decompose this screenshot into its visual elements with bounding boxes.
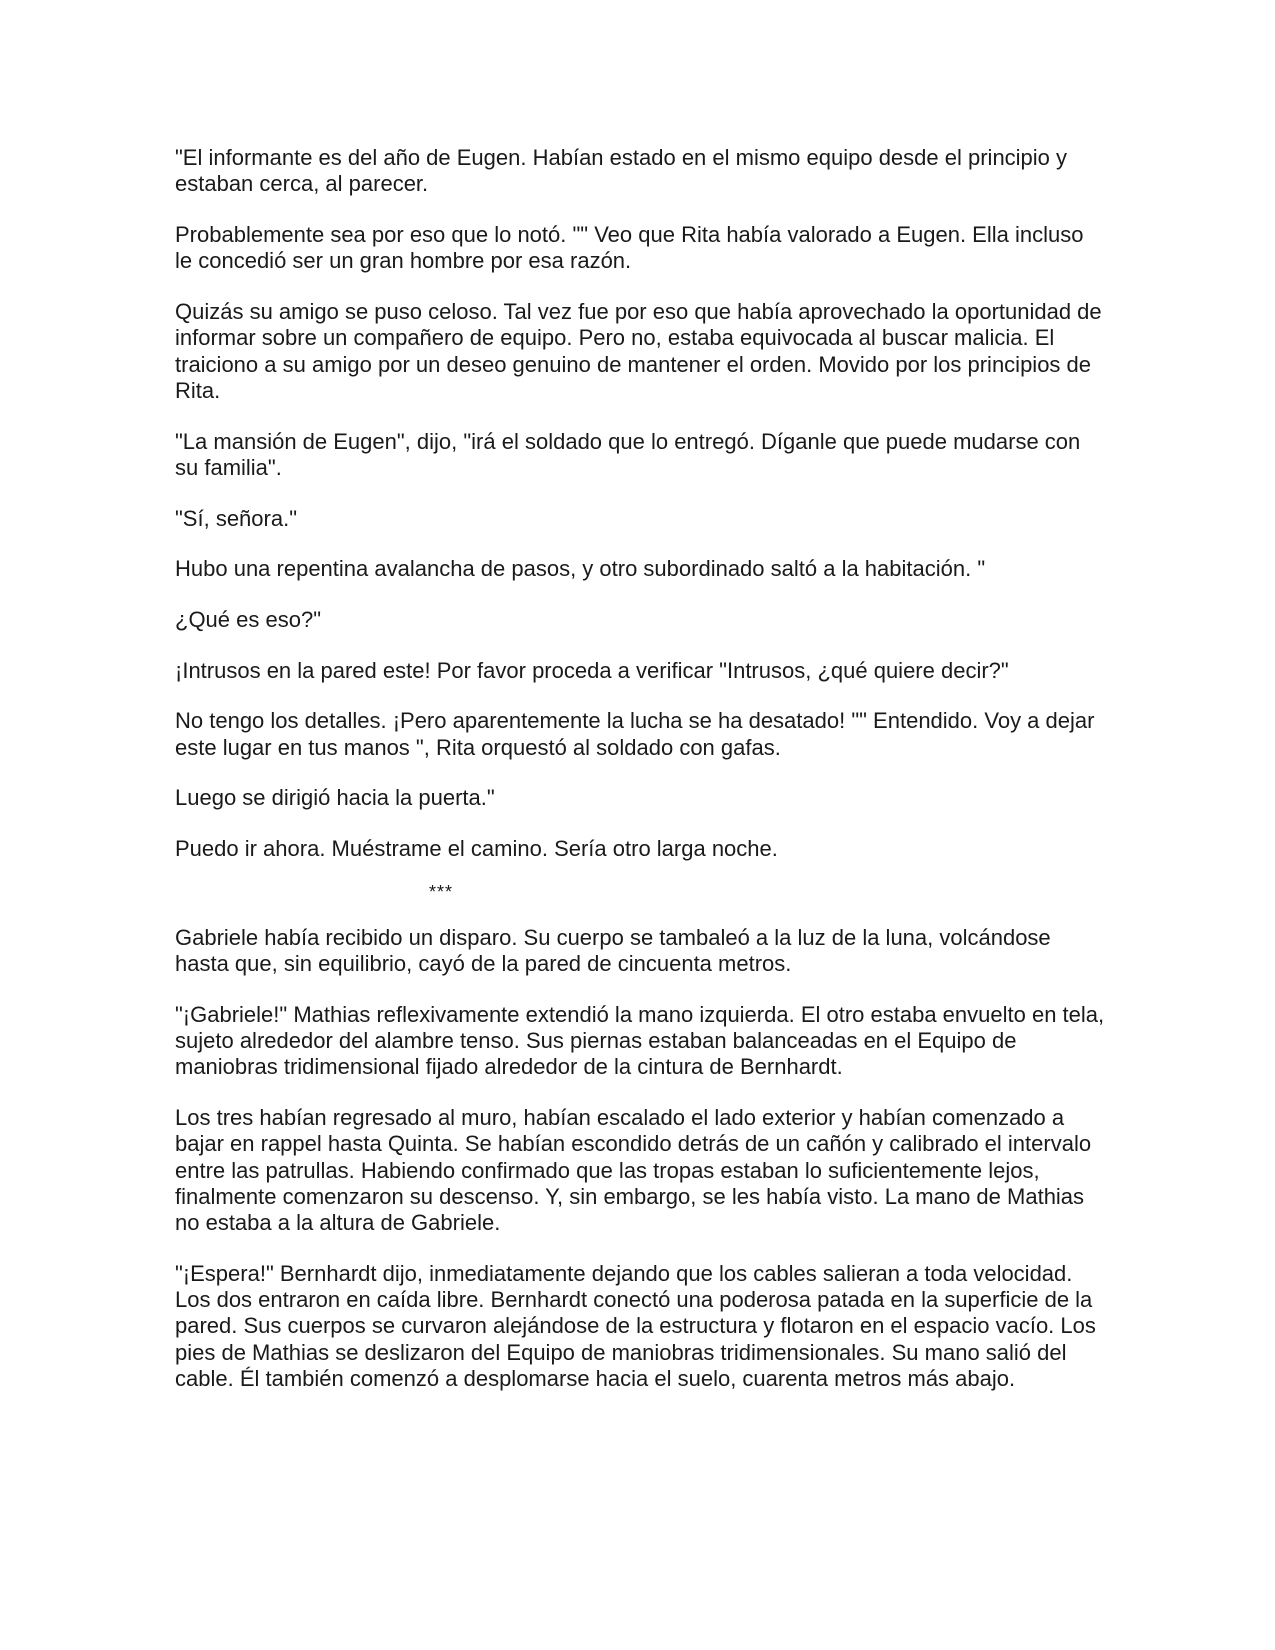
- paragraph: Probablemente sea por eso que lo notó. "" Veo que Rita había valorado a Eugen. Ella incluso le concedió ser un gran hombre por esa razón.: [175, 221, 1084, 274]
- paragraph: "¡Gabriele!" Mathias reflexivamente extendió la mano izquierda. El otro estaba envuelto en tela, sujeto alrededor del alambre tenso. Sus piernas estaban balanceadas en el Equipo de maniobras tridimensional fijado alrededor de la cintura de Bernhardt.: [175, 1001, 1105, 1080]
- paragraph: No tengo los detalles. ¡Pero aparentemente la lucha se ha desatado! "" Entendido. Voy a dejar este lugar en tus manos ", Rita orquestó al soldado con gafas.: [175, 708, 1095, 760]
- paragraph: "¡Espera!" Bernhardt dijo, inmediatamente dejando que los cables salieran a toda velocidad. Los dos entraron en caída libre. Bernhardt conectó una poderosa patada en la superficie de la pared. Sus cuerpos se curvaron alejándose de la estructura y flotaron en el espacio vacío. Los pies de Mathias se deslizaron del Equipo de maniobras tridimensionales. Su mano salió del cable. Él también comenzó a desplomarse hacia el suelo, cuarenta metros más abajo.: [175, 1260, 1096, 1391]
- paragraph: Puedo ir ahora. Muéstrame el camino. Sería otro larga noche.: [175, 835, 778, 861]
- paragraph: "La mansión de Eugen", dijo, "irá el soldado que lo entregó. Díganle que puede mudarse con su familia".: [175, 428, 1081, 480]
- section-divider: ***: [429, 881, 454, 902]
- paragraph: Luego se dirigió hacia la puerta.": [175, 785, 495, 811]
- paragraph: Gabriele había recibido un disparo. Su cuerpo se tambaleó a la luz de la luna, volcándose hasta que, sin equilibrio, cayó de la pared de cincuenta metros.: [175, 924, 1051, 976]
- paragraph: ¡Intrusos en la pared este! Por favor proceda a verificar "Intrusos, ¿qué quiere decir?": [175, 657, 1009, 683]
- paragraph: Los tres habían regresado al muro, habían escalado el lado exterior y habían comenzado a bajar en rappel hasta Quinta. Se habían escondido detrás de un cañón y calibrado el intervalo entre las patrullas. Habiendo confirmado que las tropas estaban lo suficientemente lejos, finalmente comenzaron su descenso. Y, sin embargo, se les había visto. La mano de Mathias no estaba a la altura de Gabriele.: [175, 1104, 1092, 1236]
- paragraph: Quizás su amigo se puso celoso. Tal vez fue por eso que había aprovechado la oportunidad de informar sobre un compañero de equipo. Pero no, estaba equivocada al buscar malicia. El traiciono a su amigo por un deseo genuino de mantener el orden. Movido por los principios de Rita.: [175, 298, 1102, 403]
- paragraph: Hubo una repentina avalancha de pasos, y otro subordinado saltó a la habitación. ": [175, 556, 986, 582]
- paragraph: ¿Qué es eso?": [175, 606, 321, 632]
- paragraph: "El informante es del año de Eugen. Habían estado en el mismo equipo desde el principio y estaban cerca, al parecer.: [175, 145, 1068, 197]
- document-body: [175, 145, 1105, 1417]
- paragraph: "Sí, señora.": [175, 505, 298, 531]
